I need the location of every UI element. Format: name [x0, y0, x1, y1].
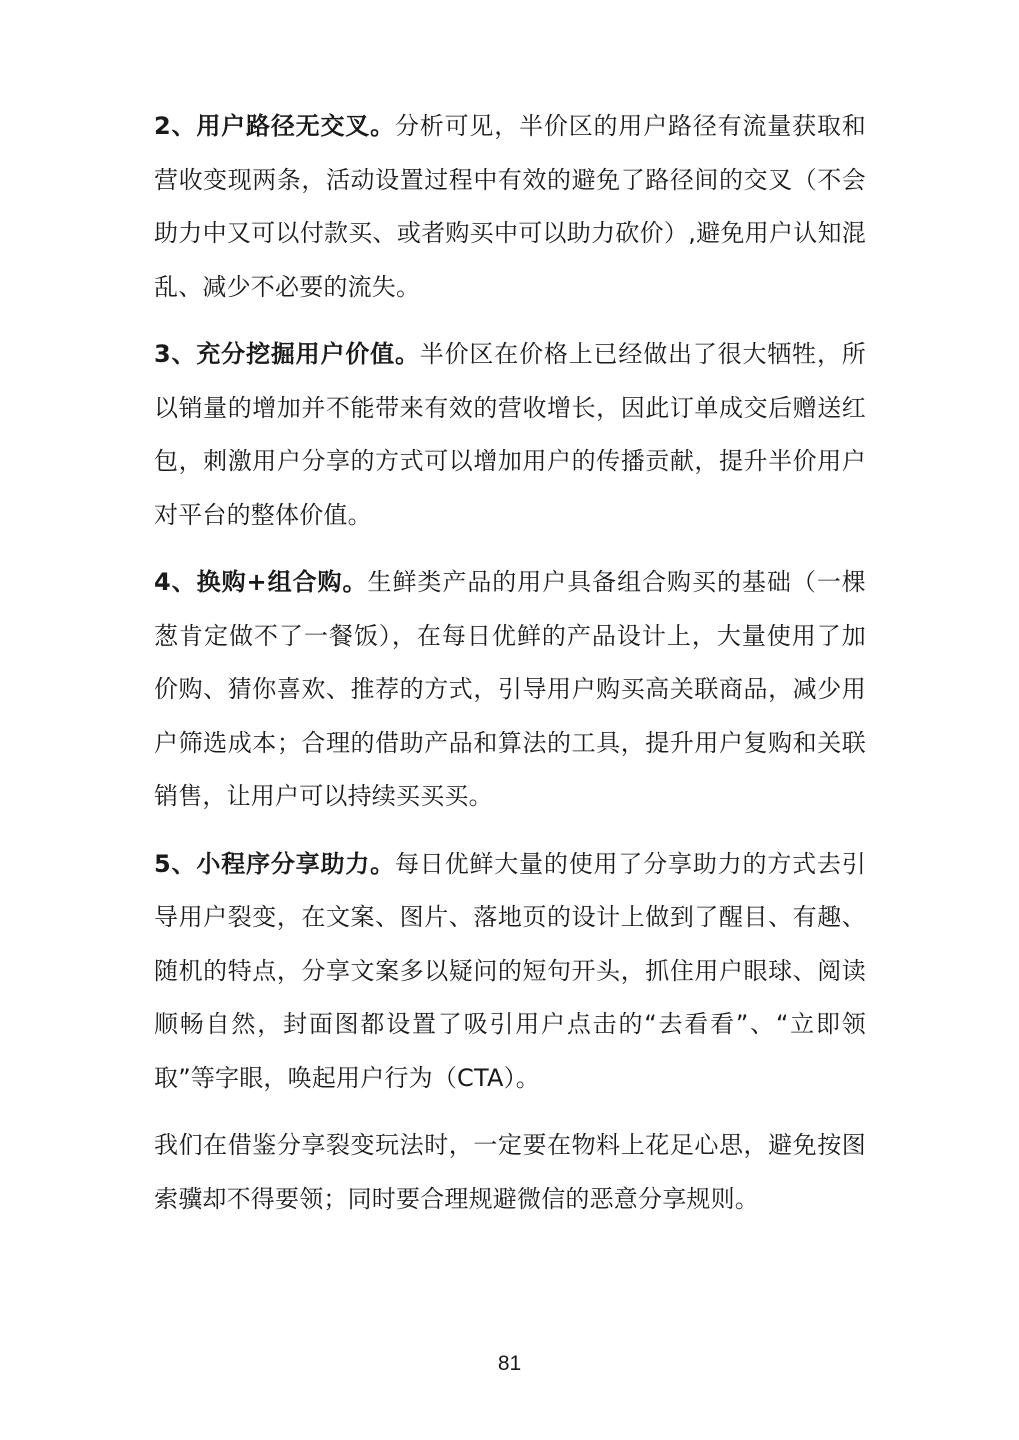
paragraph-heading: 5、小程序分享助力。: [154, 849, 395, 878]
paragraph-path-no-cross: [154, 100, 866, 314]
paragraph-heading: 2、用户路径无交叉。: [154, 112, 395, 140]
page-number: 81: [497, 1352, 522, 1375]
paragraph-mini-program-share: [154, 838, 866, 1106]
paragraph-text: 分析可见，半价区的用户路径有流量获取和营收变现两条，活动设置过程中有效的避免了路径间的交叉（不会助力中又可以付款买、或者购买中可以助力砍价）,避免用户认知混乱、减少不必要的流失。: [154, 112, 866, 301]
paragraph-heading: 4、换购+组合购。: [154, 568, 368, 596]
paragraph-combo-purchase: [154, 556, 866, 824]
paragraph-text: 半价区在价格上已经做出了很大牺牲，所以销量的增加并不能带来有效的营收增长，因此订单成交后赠送红包，刺激用户分享的方式可以增加用户的传播贡献，提升半价用户对平台的整体价值。: [154, 340, 866, 529]
paragraph-text: 我们在借鉴分享裂变玩法时，一定要在物料上花足心思，避免按图索骥却不得要领；同时要合理规避微信的恶意分享规则。: [154, 1131, 866, 1213]
page-body: [154, 100, 866, 1240]
paragraph-heading: 3、充分挖掘用户价值。: [154, 340, 420, 368]
paragraph-text: 生鲜类产品的用户具备组合购买的基础（一棵葱肯定做不了一餐饭），在每日优鲜的产品设计上，大量使用了加价购、猜你喜欢、推荐的方式，引导用户购买高关联商品，减少用户筛选成本；合理的借助产品和算法的工具，提升用户复购和关联销售，让用户可以持续买买买。: [154, 568, 866, 810]
paragraph-user-value: [154, 328, 866, 542]
paragraph-conclusion: [154, 1119, 866, 1226]
paragraph-text: 每日优鲜大量的使用了分享助力的方式去引导用户裂变，在文案、图片、落地页的设计上做到了醒目、有趣、随机的特点，分享文案多以疑问的短句开头，抓住用户眼球、阅读顺畅自然，封面图都设置了吸引用户点击的“去看看”、“立即领取”等字眼，唤起用户行为（CTA）。: [154, 849, 866, 1092]
